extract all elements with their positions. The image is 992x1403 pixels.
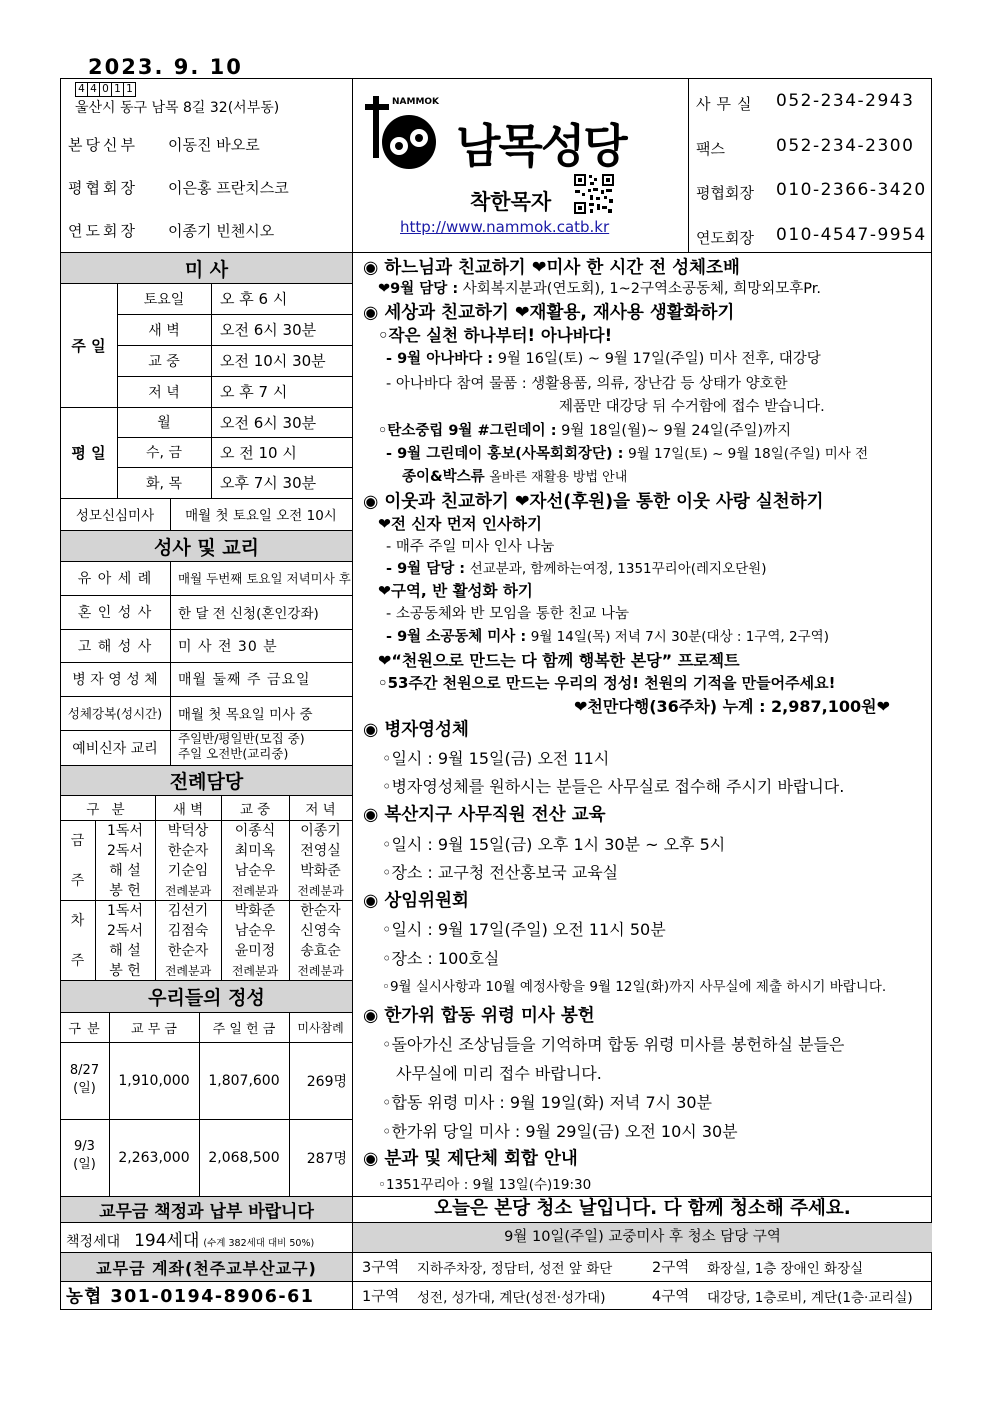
cleaning-zone: 4구역 (652, 1289, 690, 1305)
notice-line (386, 557, 766, 578)
circle-bullet-icon: ◉ (363, 303, 385, 323)
contact-value: 052-234-2300 (776, 136, 915, 156)
liturgy-header: 저 녁 (305, 801, 336, 818)
notice-line: ◦53주간 천원으로 만드는 우리의 정성! 천원의 기적을 만들어주세요! (378, 674, 836, 692)
sacrament-value: 매월 둘째 주 금요일 (178, 672, 311, 688)
notice-line (386, 347, 821, 368)
notice-line: ◦한가위 당일 미사 : 9월 29일(금) 오전 10시 30분 (382, 1122, 738, 1141)
liturgy-cell: 기순임 (167, 863, 209, 879)
sacrament-value: 한 달 전 신청(혼인강좌) (178, 606, 319, 622)
liturgy-group-label: 주 (70, 953, 85, 969)
mass-time: 오전 6시 30분 (220, 321, 317, 339)
qr-code-icon (573, 173, 615, 215)
liturgy-cell: 송효순 (300, 943, 341, 959)
notice-line (378, 419, 791, 440)
header-divider-right (688, 78, 689, 252)
offering-date (60, 1138, 109, 1174)
section-title-offerings: 우리들의 정성 (61, 981, 352, 1012)
mass-time: 오 후 6 시 (220, 290, 288, 308)
address: 울산시 동구 남목 8길 32(서부동) (75, 100, 280, 116)
notice-text: 9월 18일(월)~ 9월 24일(주일)까지 (561, 423, 792, 439)
notice-line: ◦일시 : 9월 15일(금) 오후 1시 30분 ~ 오후 5시 (382, 835, 726, 854)
notice-title-text: 세상과 친교하기 ❤재활용, 재사용 생활화하기 (384, 303, 735, 323)
notice-title-text: 병자영성체 (384, 720, 469, 740)
liturgy-cell: 한순자 (167, 843, 209, 859)
mass-day: 토요일 (143, 291, 185, 308)
notice-line: ❤전 신자 먼저 인사하기 (378, 515, 542, 533)
notice-line: - 아나바다 참여 물품 : 생활용품, 의류, 장난감 등 상태가 양호한 (386, 376, 788, 392)
mass-day: 월 (157, 415, 171, 431)
notice-line (386, 625, 829, 646)
liturgy-role: 1독서 (107, 823, 143, 839)
mass-day: 수, 금 (146, 445, 182, 461)
notice-line: ◦돌아가신 조상님들을 기억하며 합동 위령 미사를 봉헌하실 분들은 (382, 1035, 845, 1054)
catechism-line: 주일 오전반(교리중) (178, 746, 289, 761)
notice-title-text: 복산지구 사무직원 전산 교육 (384, 805, 606, 825)
notice-section-title (363, 254, 740, 279)
liturgy-cell: 윤미정 (234, 943, 276, 959)
sacrament-value: 매월 첫 목요일 미사 중 (178, 707, 313, 723)
notice-section-title (363, 299, 734, 324)
liturgy-cell: 전례분과 (231, 963, 279, 978)
notice-emph: - 9월 그린데이 홍보(사목회회장단) : (386, 446, 624, 462)
cleaning-zone: 3구역 (362, 1260, 400, 1276)
notice-text: 9월 17일(토) ~ 9월 18일(주일) 미사 전 (628, 446, 869, 462)
offering-date-dow: (일) (73, 1081, 96, 1096)
liturgy-cell: 한순자 (167, 943, 209, 959)
church-motto: 착한목자 (470, 190, 552, 214)
liturgy-cell: 박화준 (234, 903, 276, 919)
liturgy-cell: 최미옥 (234, 843, 276, 859)
liturgy-cell: 전례분과 (164, 963, 212, 978)
notice-line: - 소공동체와 반 모임을 통한 친교 나눔 (386, 606, 629, 622)
mass-time: 오 전 10 시 (220, 443, 297, 462)
notice-title-text: 이웃과 친교하기 ❤자선(후원)을 통한 이웃 사랑 실천하기 (384, 492, 824, 512)
notice-line: ◦장소 : 100호실 (382, 949, 500, 968)
notice-line: ◦9월 실시사항과 10월 예정사항을 9월 12일(화)까지 사무실에 제출 하시기 바랍니다. (382, 979, 887, 995)
circle-bullet-icon: ◉ (363, 891, 385, 911)
notice-line: ◦병자영성체를 원하시는 분들은 사무실로 접수해 주시기 바랍니다. (382, 777, 845, 796)
notice-line: ◦일시 : 9월 17일(주일) 오전 11시 50분 (382, 920, 666, 939)
notice-section-title (363, 1145, 578, 1170)
liturgy-cell: 남순우 (234, 923, 276, 939)
notice-emph: 종이&박스류 (402, 469, 485, 485)
notice-line: 사무실에 미리 접수 바랍니다. (396, 1064, 602, 1083)
postcode-digit: 0 (100, 82, 112, 97)
offering-date-dow: (일) (73, 1157, 96, 1172)
liturgy-header: 구 분 (86, 801, 129, 818)
mass-day: 새 벽 (148, 322, 180, 339)
notice-line (402, 465, 627, 486)
liturgy-header: 새 벽 (172, 801, 204, 818)
notice-emph: ◦탄소중립 9월 #그린데이 : (378, 423, 557, 439)
liturgy-role: 2독서 (107, 843, 143, 859)
notice-line: ◦일시 : 9월 15일(금) 오전 11시 (382, 749, 610, 768)
contact-value: 010-2366-3420 (776, 180, 927, 200)
notice-line: ❤천만다행(36주차) 누계 : 2,987,100원❤ (574, 697, 891, 716)
circle-bullet-icon: ◉ (363, 1006, 385, 1026)
sacrament-label: 성체강복(성시간) (67, 706, 163, 721)
cleaning-title: 오늘은 본당 청소 날입니다. 다 함께 청소해 주세요. (434, 1198, 851, 1219)
dues-assessed-value: 194세대 (134, 1231, 200, 1251)
liturgy-role: 봉 헌 (109, 963, 141, 979)
dues-account-title: 교무금 계좌(천주교부산교구) (61, 1253, 352, 1281)
dues-assessed-note: (수계 382세대 대비 50%) (203, 1238, 315, 1249)
offering-date (60, 1062, 109, 1098)
liturgy-cell: 김점숙 (167, 923, 209, 939)
circle-bullet-icon: ◉ (363, 805, 385, 825)
staff-role: 평협회장 (68, 179, 138, 197)
dues-title: 교무금 책정과 납부 바랍니다 (61, 1197, 352, 1222)
staff-name: 이종기 빈첸시오 (168, 222, 275, 240)
mass-day: 화, 목 (146, 475, 182, 492)
notice-line: ◦장소 : 교구청 전산홍보국 교육실 (382, 863, 619, 882)
liturgy-cell: 전례분과 (164, 883, 212, 898)
contact-value: 052-234-2943 (776, 91, 915, 111)
notice-title-text: 하느님과 친교하기 ❤미사 한 시간 전 성체조배 (384, 258, 740, 278)
section-title-sacraments: 성사 및 교리 (61, 531, 352, 561)
liturgy-cell: 이종식 (234, 823, 276, 839)
notice-line: ❤“천원으로 만드는 다 함께 행복한 본당” 프로젝트 (378, 651, 740, 670)
notice-line: ◦합동 위령 미사 : 9월 19일(화) 저녁 7시 30분 (382, 1093, 713, 1112)
cleaning-place: 화장실, 1층 장애인 화장실 (707, 1260, 864, 1277)
notice-section-title (363, 1002, 595, 1027)
sacred-heart-label: 성모신심미사 (75, 508, 155, 524)
notice-section-title (363, 716, 469, 741)
sacrament-label: 혼 인 성 사 (77, 605, 153, 621)
mass-day: 교 중 (148, 353, 180, 370)
catechism-value (178, 731, 305, 761)
liturgy-group-label: 금 (70, 833, 85, 849)
postcode-digit: 4 (88, 82, 100, 97)
contact-label: 팩스 (696, 140, 725, 158)
notice-emph: - 9월 아나바다 : (386, 351, 494, 367)
contact-value: 010-4547-9954 (776, 225, 927, 245)
liturgy-role: 2독서 (107, 923, 143, 939)
liturgy-role: 1독서 (107, 903, 143, 919)
catechism-line: 주일반/평일반(모집 중) (178, 731, 305, 746)
sacred-heart-value: 매월 첫 토요일 오전 10시 (185, 508, 337, 524)
liturgy-header: 교 중 (239, 801, 271, 818)
notice-title-text: 한가위 합동 위령 미사 봉헌 (384, 1006, 595, 1026)
liturgy-cell: 전례분과 (297, 963, 344, 978)
notice-section-title (363, 488, 824, 513)
liturgy-role: 해 설 (109, 943, 141, 959)
notice-emph: - 9월 소공동체 미사 : (386, 629, 527, 645)
column-divider (352, 78, 353, 1310)
cleaning-place: 성전, 성가대, 계단(성전·성가대) (417, 1289, 606, 1306)
liturgy-cell: 전례분과 (231, 883, 279, 898)
offering-date-day: 9/3 (74, 1139, 95, 1154)
notice-emph: - 9월 담당 : (386, 561, 466, 577)
mass-time: 오전 6시 30분 (220, 413, 317, 432)
offering-date-day: 8/27 (69, 1063, 100, 1078)
liturgy-cell: 신영숙 (300, 923, 341, 939)
offering-sunday: 1,807,600 (208, 1072, 280, 1089)
offering-dues: 1,910,000 (118, 1072, 190, 1089)
offering-header: 교 무 금 (131, 1021, 177, 1037)
mass-weekday-label: 평 일 (71, 444, 106, 462)
offering-header: 구 분 (68, 1021, 101, 1037)
notice-line: ◦1351꾸리아 : 9월 13일(수)19:30 (378, 1177, 592, 1193)
sacrament-value: 매월 두번째 토요일 저녁미사 후 (178, 571, 351, 586)
notice-line (378, 277, 821, 298)
sacrament-label: 병 자 영 성 체 (72, 672, 158, 688)
liturgy-cell: 김선기 (167, 903, 209, 919)
postcode-digit: 4 (75, 82, 88, 97)
dues-assessed-label: 책정세대 (66, 1234, 121, 1250)
circle-bullet-icon: ◉ (363, 492, 385, 512)
liturgy-cell: 박덕상 (167, 823, 209, 839)
liturgy-cell: 전영실 (300, 843, 341, 859)
bulletin-date: 2023. 9. 10 (88, 55, 243, 79)
notice-title-text: 분과 및 제단체 회합 안내 (384, 1149, 578, 1169)
offering-dues: 2,263,000 (118, 1149, 190, 1166)
section-title-liturgy: 전례담당 (61, 766, 352, 795)
section-title-mass: 미 사 (61, 253, 352, 283)
church-name: 남목성당 (456, 119, 626, 173)
offering-header: 미사참례 (297, 1020, 344, 1035)
staff-role: 연도회장 (68, 222, 138, 240)
rule (352, 1222, 932, 1223)
offering-attendance: 269명 (306, 1073, 347, 1090)
liturgy-cell: 남순우 (234, 863, 276, 879)
notice-line: ❤구역, 반 활성화 하기 (378, 582, 533, 600)
liturgy-role: 해 설 (109, 863, 141, 879)
notice-section-title (363, 801, 606, 826)
mass-time: 오전 10시 30분 (220, 352, 326, 370)
liturgy-cell: 한순자 (300, 903, 341, 919)
cleaning-zone: 2구역 (652, 1260, 690, 1276)
notice-line: 제품만 대강당 뒤 수거함에 접수 받습니다. (559, 399, 825, 415)
liturgy-cell: 전례분과 (297, 883, 344, 898)
cleaning-zone: 1구역 (362, 1289, 400, 1305)
cleaning-place: 지하주차장, 정담터, 성전 앞 화단 (417, 1260, 613, 1277)
postcode-boxes (75, 82, 136, 97)
rule (60, 1222, 352, 1223)
cleaning-place: 대강당, 1층로비, 계단(1층·교리실) (707, 1289, 913, 1306)
notice-text: 사회복지분과(연도회), 1~2구역소공동체, 희망외모후Pr. (462, 281, 821, 297)
staff-name: 이은홍 프란치스코 (168, 179, 289, 197)
notice-line (386, 442, 868, 463)
cleaning-subtitle: 9월 10일(주일) 교중미사 후 청소 담당 구역 (353, 1222, 932, 1252)
sacrament-value: 미 사 전 30 분 (178, 638, 278, 655)
dues-account: 농협 301-0194-8906-61 (66, 1287, 315, 1307)
liturgy-cell: 박화준 (300, 863, 341, 879)
liturgy-group-label: 차 (70, 913, 85, 929)
circle-bullet-icon: ◉ (363, 720, 385, 740)
logo-small-text: NAMMOK (392, 97, 440, 107)
offering-attendance: 287명 (306, 1150, 347, 1167)
staff-name: 이동진 바오로 (168, 136, 260, 154)
contact-label: 연도회장 (696, 229, 754, 247)
circle-bullet-icon: ◉ (363, 1149, 385, 1169)
circle-bullet-icon: ◉ (363, 258, 385, 278)
website-link[interactable]: http://www.nammok.catb.kr (400, 218, 610, 236)
offering-header: 주 일 헌 금 (212, 1021, 276, 1037)
mass-day: 저 녁 (148, 384, 180, 401)
sacrament-label: 예비신자 교리 (72, 740, 158, 757)
postcode-digit: 1 (124, 82, 136, 97)
sacrament-label: 유 아 세 례 (77, 571, 153, 587)
notice-section-title (363, 887, 469, 912)
notice-text: 올바른 재활용 방법 안내 (489, 470, 628, 485)
sacrament-label: 고 해 성 사 (77, 638, 153, 655)
rule (211, 283, 212, 498)
offering-sunday: 2,068,500 (208, 1149, 280, 1166)
notice-emph: ❤9월 담당 : (378, 281, 459, 297)
liturgy-cell: 이종기 (300, 823, 341, 839)
liturgy-role: 봉 헌 (109, 883, 141, 899)
notice-text: 선교분과, 함께하는여정, 1351꾸리아(레지오단원) (469, 561, 767, 577)
notice-title-text: 상임위원회 (384, 891, 469, 911)
contact-label: 평협회장 (696, 184, 754, 202)
notice-line: ◦작은 실천 하나부터! 아나바다! (378, 326, 613, 345)
staff-role: 본당신부 (68, 136, 138, 154)
rule (170, 561, 171, 765)
mass-sunday-label: 주 일 (71, 336, 106, 355)
mass-time: 오후 7시 30분 (220, 474, 317, 492)
notice-text: 9월 14일(목) 저녁 7시 30분(대상 : 1구역, 2구역) (530, 629, 829, 645)
notice-text: 9월 16일(토) ~ 9월 17일(주일) 미사 전후, 대강당 (497, 351, 821, 367)
liturgy-group-label: 주 (70, 873, 85, 889)
postcode-digit: 1 (112, 82, 124, 97)
mass-time: 오 후 7 시 (220, 383, 288, 401)
notice-line: - 매주 주일 미사 인사 나눔 (386, 539, 555, 555)
dues-assessed (66, 1226, 314, 1251)
contact-label: 사무실 (696, 95, 758, 113)
